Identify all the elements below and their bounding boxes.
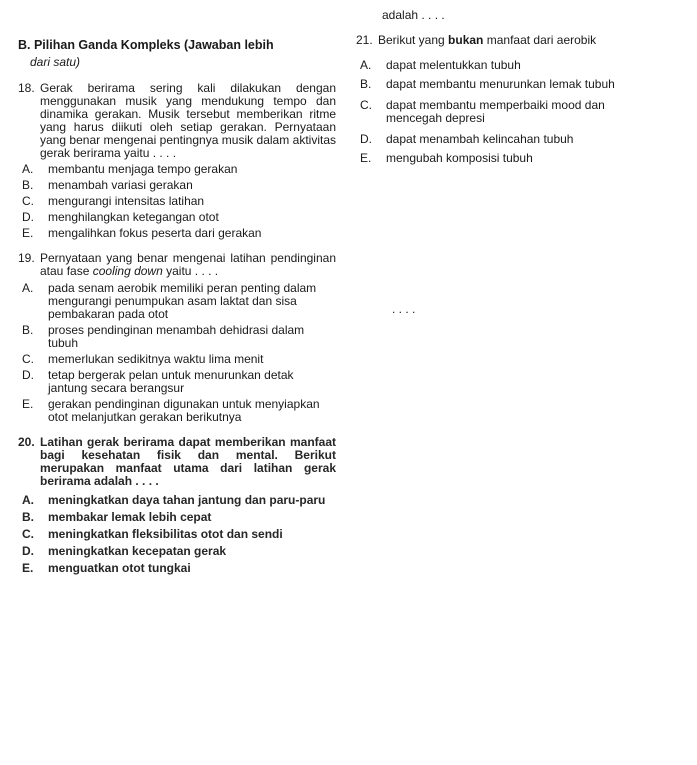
left-column: [18, 38, 336, 575]
option-b[interactable]: B. proses pendinginan menambah dehidrasi dalam tubuh: [22, 323, 305, 350]
option-d[interactable]: D. meningkatkan kecepatan gerak: [22, 544, 227, 558]
question-stem-bold: bukan: [448, 33, 484, 47]
option-c[interactable]: C. mengurangi intensitas latihan: [22, 194, 205, 208]
option-c[interactable]: C. memerlukan sedikitnya waktu lima menit: [22, 352, 264, 366]
option-b[interactable]: B. membakar lemak lebih cepat: [22, 510, 212, 524]
question-stem-pre: Berikut yang: [378, 33, 445, 47]
option-b[interactable]: B. dapat membantu menurunkan lemak tubuh: [360, 77, 615, 91]
right-column: [356, 8, 676, 165]
option-c[interactable]: C. meningkatkan fleksibilitas otot dan sendi: [22, 527, 283, 541]
question-stem-pre: Pernyataan yang benar mengenai latihan pendinginan atau fase: [40, 251, 336, 278]
options-list: [18, 282, 336, 424]
option-e[interactable]: E. menguatkan otot tungkai: [22, 561, 191, 575]
continuation-text: adalah . . . .: [382, 8, 445, 22]
question-stem-post: manfaat dari aerobik: [486, 33, 597, 47]
question-stem-italic: cooling down: [92, 264, 163, 278]
option-e[interactable]: E. mengalihkan fokus peserta dari gerakan: [22, 226, 262, 240]
option-d[interactable]: D. dapat menambah kelincahan tubuh: [360, 132, 574, 146]
question-stem: Latihan gerak berirama dapat memberikan manfaat bagi kesehatan fisik dan mental. Berikut merupakan manfaat utama dari latihan gerak berirama adalah . . . .: [40, 435, 336, 488]
options-list: [18, 163, 336, 240]
section-subtitle: dari satu): [30, 55, 81, 69]
section-title: B. Pilihan Ganda Kompleks (Jawaban lebih: [18, 38, 274, 52]
option-c[interactable]: C. dapat membantu memperbaiki mood dan mencegah depresi: [360, 98, 605, 125]
options-list: [18, 494, 336, 575]
question-number: 21.: [356, 33, 373, 47]
question-19: [18, 252, 336, 424]
option-e[interactable]: E. mengubah komposisi tubuh: [360, 151, 533, 165]
question-stem: Gerak berirama sering kali dilakukan dengan menggunakan musik yang mendukung tempo dan dinamika gerakan. Musik tersebut memberikan ritme yang harus diikuti oleh setiap gerakan. Pernyataan yang benar mengenai pentingnya musik dalam aktivitas gerak berirama yaitu . . . .: [40, 81, 336, 160]
option-b[interactable]: B. menambah variasi gerakan: [22, 178, 193, 192]
question-21: [356, 34, 676, 165]
option-a[interactable]: A. membantu menjaga tempo gerakan: [22, 162, 238, 176]
option-e[interactable]: E. gerakan pendinginan digunakan untuk menyiapkan otot melanjutkan gerakan berikutnya: [22, 397, 320, 424]
question-18: [18, 82, 336, 240]
question-number: 20.: [18, 435, 35, 449]
question-20: [18, 436, 336, 575]
question-stem-post: yaitu . . . .: [166, 264, 219, 278]
option-a[interactable]: A. dapat melentukkan tubuh: [360, 58, 521, 72]
question-number: 18.: [18, 81, 35, 95]
question-number: 19.: [18, 251, 35, 265]
options-list: [356, 59, 676, 165]
stray-dots: . . . .: [392, 302, 416, 316]
option-d[interactable]: D. menghilangkan ketegangan otot: [22, 210, 219, 224]
option-d[interactable]: D. tetap bergerak pelan untuk menurunkan detak jantung secara berangsur: [22, 368, 294, 395]
option-a[interactable]: A. pada senam aerobik memiliki peran penting dalam mengurangi penumpukan asam laktat dan sisa pembakaran pada otot: [22, 281, 317, 321]
option-a[interactable]: A. meningkatkan daya tahan jantung dan paru-paru: [22, 493, 326, 507]
